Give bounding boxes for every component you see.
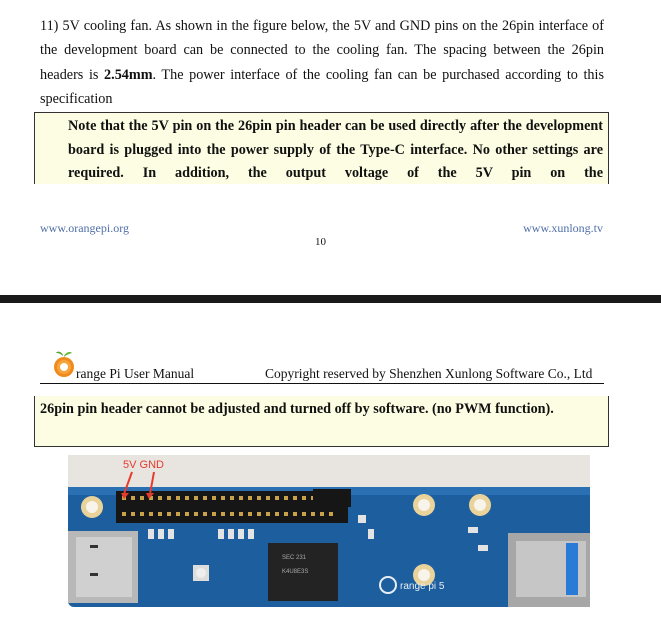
manual-title: range Pi User Manual	[76, 366, 195, 381]
header-rule	[40, 383, 604, 384]
note-text-part2: 26pin pin header cannot be adjusted and turned off by software. (no PWM function).	[40, 401, 554, 417]
orange-logo-icon	[52, 350, 76, 378]
paragraph-intro: 11) 5V cooling fan. As shown in the figure below, the 5V and GND pins on the 26pin interface of the development board can be connected to the cooling fan. The spacing between the 26pin headers is	[40, 18, 604, 83]
note-box-top	[34, 112, 609, 184]
chip-text-2: K4U8E3S	[282, 569, 309, 575]
pin-label: 5V GND	[123, 459, 164, 471]
spacing-value: 2.54mm	[104, 66, 153, 83]
note-box-bottom	[34, 396, 609, 447]
footer-link-xunlong[interactable]: www.xunlong.tv	[523, 221, 603, 235]
fan-paragraph	[40, 14, 604, 111]
page-number: 10	[315, 236, 326, 248]
chip-text-1: SEC 231	[282, 555, 307, 561]
footer-link-orangepi[interactable]: www.orangepi.org	[40, 221, 129, 235]
board-logo-text: range pi 5	[400, 581, 445, 592]
page-separator	[0, 295, 661, 303]
copyright-text: Copyright reserved by Shenzhen Xunlong Software Co., Ltd	[265, 366, 593, 381]
note-text-part1: Note that the 5V pin on the 26pin pin header can be used directly after the development board is plugged into the power supply of the Type-C interface. No other settings are required. In addition, the output voltage of the 5V pin on the	[68, 118, 603, 182]
paragraph-outro: . The power interface of the cooling fan can be purchased according to this specification	[40, 66, 604, 107]
board-photo	[68, 455, 590, 607]
